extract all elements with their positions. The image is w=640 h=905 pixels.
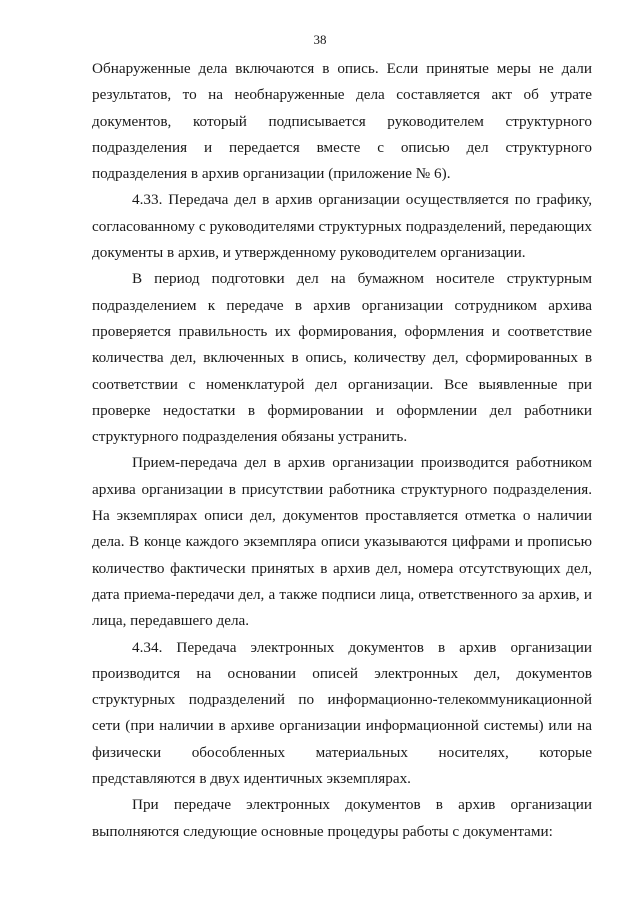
- paragraph: В период подготовки дел на бумажном носителе структурным подразделением к передаче в архив организации сотрудником архива проверяется правильность их формирования, оформления и соответствие количества дел, включенных в опись, количеству дел, сформированных в соответствии с номенклатурой дел организации. Все выявленные при проверке недостатки в формировании и оформлении дел работники структурного подразделения обязаны устранить.: [92, 270, 592, 446]
- paragraph: 4.33. Передача дел в архив организации осуществляется по графику, согласованному с руководителями структурных подразделений, передающих документы в архив, и утвержденному руководителем организации.: [92, 191, 592, 262]
- page-number: 38: [313, 32, 327, 47]
- document-body: [92, 56, 592, 845]
- paragraph: Обнаруженные дела включаются в опись. Если принятые меры не дали результатов, то на необнаруженные дела составляется акт об утрате документов, который подписывается руководителем структурного подразделения и передается вместе с описью дел структурного подразделения в архив организации (приложение № 6).: [92, 60, 592, 183]
- paragraph: Прием-передача дел в архив организации производится работником архива организации в присутствии работника структурного подразделения. На экземплярах описи дел, документов проставляется отметка о наличии дела. В конце каждого экземпляра описи указываются цифрами и прописью количество фактически принятых в архив дел, номера отсутствующих дел, дата приема-передачи дел, а также подписи лица, ответственного за архив, и лица, передавшего дела.: [92, 454, 592, 630]
- paragraph: 4.34. Передача электронных документов в архив организации производится на основании описей электронных дел, документов структурных подразделений по информационно-телекоммуникационной сети (при наличии в архиве организации информационной системы) или на физически обособленных материальных носителях, которые представляются в двух идентичных экземплярах.: [92, 638, 592, 788]
- paragraph: При передаче электронных документов в архив организации выполняются следующие основные процедуры работы с документами:: [92, 796, 592, 840]
